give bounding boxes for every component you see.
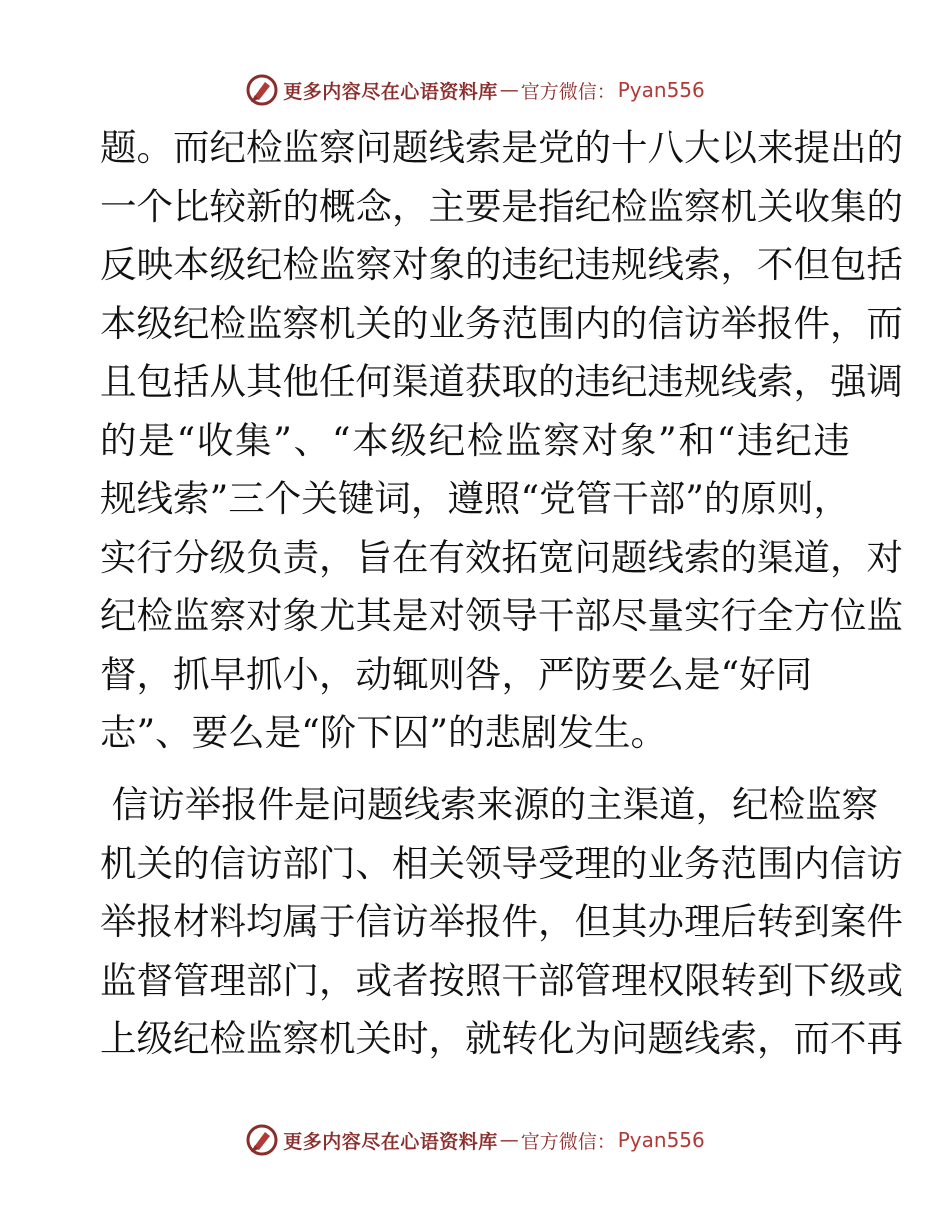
text-line: 一个比较新的概念，主要是指纪检监察机关收集的 [100,184,903,228]
header-wechat-id: Pyan556 [617,78,705,102]
header-site-text: 更多内容尽在心语资料库 [283,80,498,103]
header-wechat-label: 官方微信： [520,80,616,103]
footer-separator: — [499,1129,519,1151]
logo-icon [245,73,279,107]
text-line: 且包括从其他任何渠道获取的违纪违规线索，强调 [100,360,903,403]
text-line: 题。而纪检监察问题线索是党的十八大以来提出的 [100,126,903,169]
text-line: 志”、要么是“阶下囚”的悲剧发生。 [100,711,667,754]
paragraph-2 [100,776,903,1069]
paragraph-1 [100,119,903,763]
text-line: 机关的信访部门、相关领导受理的业务范围内信访 [100,841,903,885]
text-line: 督，抓早抓小，动辄则咎，严防要么是“好同 [100,652,813,696]
text-line: 的是“收集”、“本级纪检监察对象”和“违纪违 [100,418,850,462]
header-separator: — [499,79,519,101]
logo-icon [245,1123,279,1157]
text-line: 规线索”三个关键词，遵照“党管干部”的原则， [100,477,850,520]
header-watermark [0,70,950,110]
footer-wechat-id: Pyan556 [617,1128,705,1152]
text-line: 举报材料均属于信访举报件，但其办理后转到案件 [100,900,903,943]
footer-wechat-label: 官方微信： [520,1130,616,1153]
text-line: 纪检监察对象尤其是对领导干部尽量实行全方位监 [100,594,903,637]
footer-watermark [0,1120,950,1160]
text-line: 反映本级纪检监察对象的违纪违规线索，不但包括 [100,243,903,286]
text-line: 上级纪检监察机关时，就转化为问题线索，而不再 [100,1017,903,1060]
footer-site-text: 更多内容尽在心语资料库 [283,1130,498,1153]
text-line: 本级纪检监察机关的业务范围内的信访举报件，而 [100,301,903,345]
text-line: 信访举报件是问题线索来源的主渠道，纪检监察 [100,783,879,826]
text-line: 实行分级负责，旨在有效拓宽问题线索的渠道，对 [100,535,903,579]
text-line: 监督管理部门，或者按照干部管理权限转到下级或 [100,958,903,1002]
